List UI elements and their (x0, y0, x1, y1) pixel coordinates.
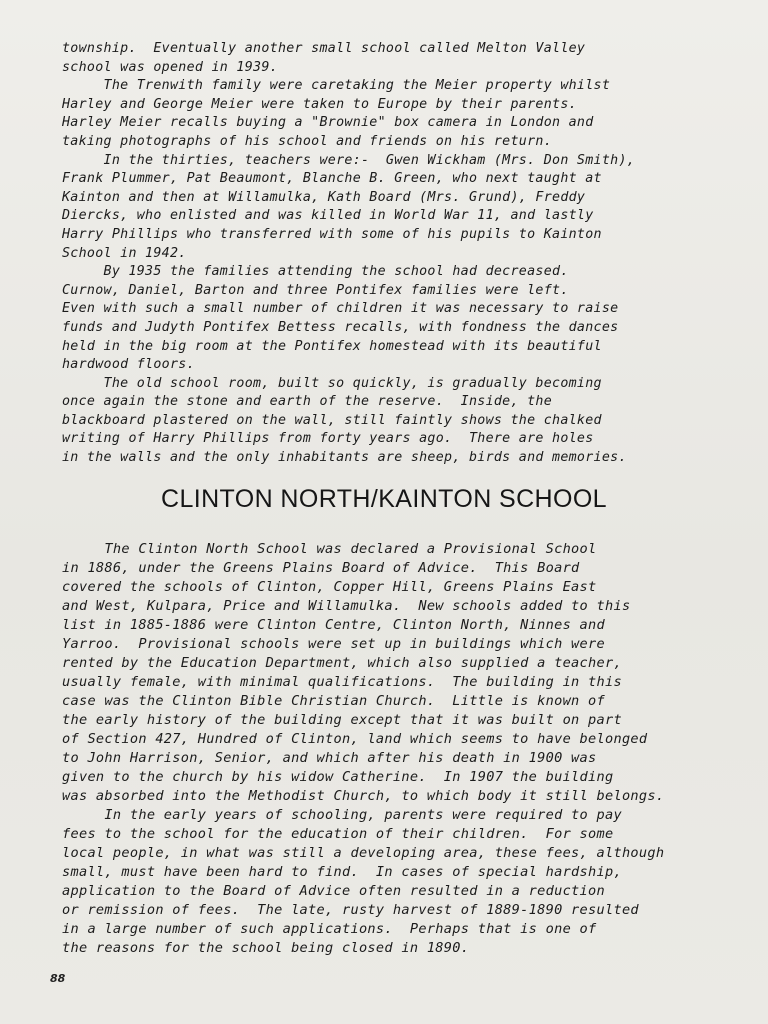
section-heading: CLINTON NORTH/KAINTON SCHOOL (161, 485, 607, 513)
text-line: township. Eventually another small school called Melton Valley (62, 41, 586, 56)
text-line: Harley Meier recalls buying a "Brownie" box camera in London and (62, 115, 594, 131)
text-line: once again the stone and earth of the reserve. Inside, the (62, 394, 553, 410)
text-line: to John Harrison, Senior, and which after his death in 1900 was (62, 750, 597, 766)
text-line: Diercks, who enlisted and was killed in World War 11, and lastly (62, 208, 594, 224)
text-line: was absorbed into the Methodist Church, to which body it still belongs. (62, 788, 665, 804)
text-line: in a large number of such applications. Perhaps that is one of (62, 921, 597, 937)
text-line: school was opened in 1939. (62, 59, 278, 75)
text-line: writing of Harry Phillips from forty years ago. There are holes (62, 431, 594, 447)
text-line: In the thirties, teachers were:- Gwen Wickham (Mrs. Don Smith), (62, 152, 636, 168)
lower-text-block (62, 540, 752, 958)
text-line: small, must have been hard to find. In cases of special hardship, (62, 864, 622, 880)
text-line: usually female, with minimal qualifications. The building in this (62, 674, 622, 690)
text-line: Frank Plummer, Pat Beaumont, Blanche B. Green, who next taught at (62, 171, 602, 187)
text-line: hardwood floors. (62, 357, 195, 373)
text-line: Curnow, Daniel, Barton and three Pontifex families were left. (62, 282, 569, 298)
text-line: The Trenwith family were caretaking the Meier property whilst (62, 78, 611, 94)
upper-text-block (62, 40, 752, 468)
text-line: list in 1885-1886 were Clinton Centre, Clinton North, Ninnes and (62, 617, 605, 633)
text-line: Kainton and then at Willamulka, Kath Board (Mrs. Grund), Freddy (62, 189, 586, 205)
text-line: given to the church by his widow Catherine. In 1907 the building (62, 769, 614, 785)
text-line: fees to the school for the education of their children. For some (62, 826, 614, 842)
text-line: The Clinton North School was declared a Provisional School (62, 541, 597, 557)
text-line: Even with such a small number of children it was necessary to raise (62, 301, 619, 317)
text-line: the early history of the building except that it was built on part (62, 712, 622, 728)
text-line: Yarroo. Provisional schools were set up in buildings which were (62, 636, 605, 652)
text-line: held in the big room at the Pontifex homestead with its beautiful (62, 338, 602, 354)
text-line: local people, in what was still a developing area, these fees, although (62, 845, 665, 861)
text-line: By 1935 the families attending the school had decreased. (62, 264, 569, 280)
text-line: of Section 427, Hundred of Clinton, land which seems to have belonged (62, 731, 648, 747)
text-line: taking photographs of his school and friends on his return. (62, 133, 553, 149)
text-line: covered the schools of Clinton, Copper Hill, Greens Plains East (62, 579, 597, 595)
text-line: Harley and George Meier were taken to Europe by their parents. (62, 96, 577, 112)
text-line: blackboard plastered on the wall, still faintly shows the chalked (62, 412, 602, 428)
text-line: the reasons for the school being closed in 1890. (62, 940, 470, 956)
text-line: In the early years of schooling, parents were required to pay (62, 807, 622, 823)
text-line: application to the Board of Advice often resulted in a reduction (62, 883, 605, 899)
text-line: in 1886, under the Greens Plains Board of Advice. This Board (62, 560, 580, 576)
text-line: in the walls and the only inhabitants are sheep, birds and memories. (62, 450, 627, 466)
text-line: and West, Kulpara, Price and Willamulka. New schools added to this (62, 598, 631, 614)
text-line: School in 1942. (62, 245, 187, 261)
text-line: case was the Clinton Bible Christian Church. Little is known of (62, 693, 605, 709)
text-line: funds and Judyth Pontifex Bettess recalls, with fondness the dances (62, 319, 619, 335)
text-line: rented by the Education Department, which also supplied a teacher, (62, 655, 622, 671)
text-line: or remission of fees. The late, rusty harvest of 1889-1890 resulted (62, 902, 639, 918)
text-line: The old school room, built so quickly, is gradually becoming (62, 375, 602, 391)
text-line: Harry Phillips who transferred with some of his pupils to Kainton (62, 226, 602, 242)
page-number: 88 (50, 972, 66, 985)
